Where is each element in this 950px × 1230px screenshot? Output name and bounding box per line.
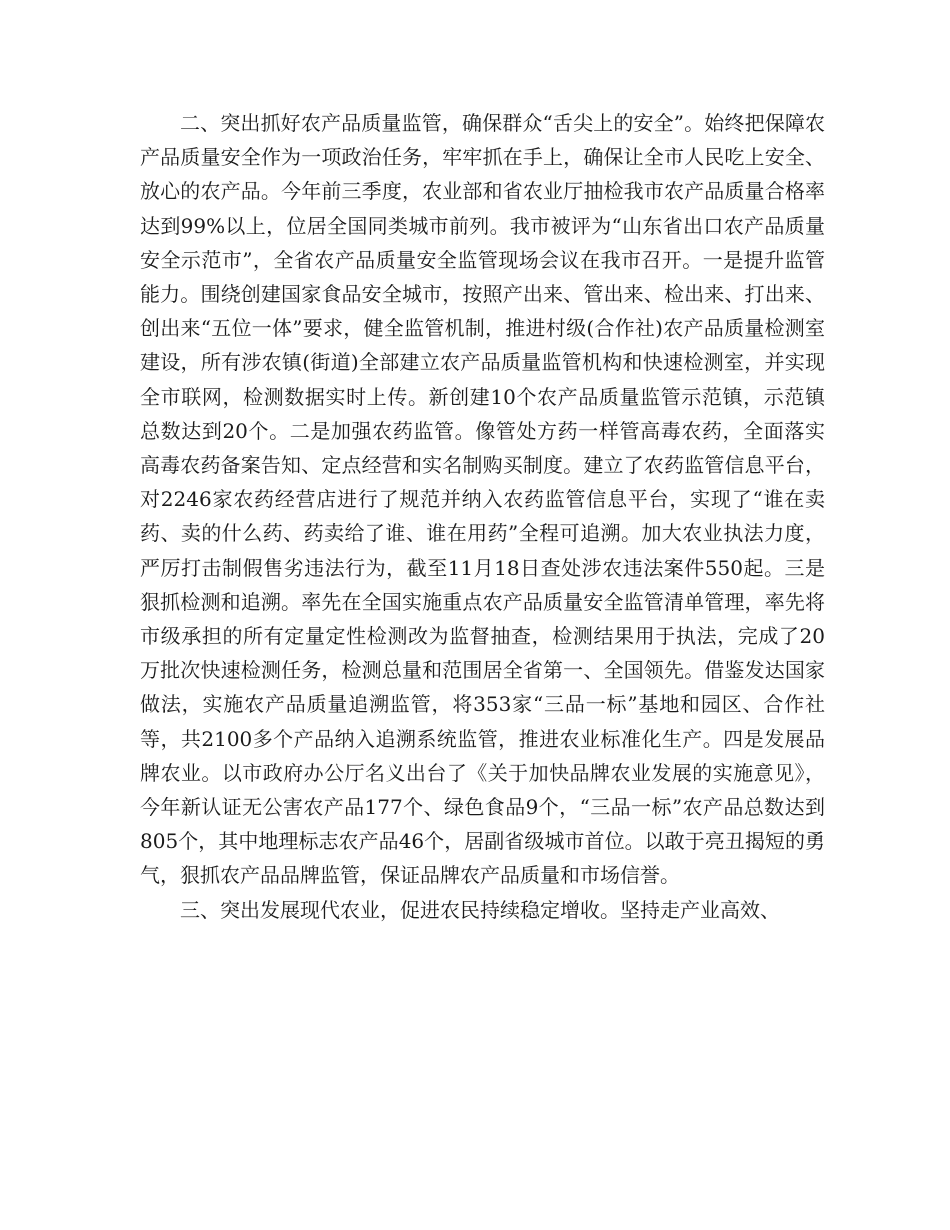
paragraph-quality-supervision: 二、突出抓好农产品质量监管，确保群众“舌尖上的安全”。始终把保障农产品质量安全作为一项政治任务，牢牢抓在手上，确保让全市人民吃上安全、放心的农产品。今年前三季度，农业部和省农业厅抽检我市农产品质量合格率达到99%以上，位居全国同类城市前列。我市被评为“山东省出口农产品质量安全示范市”，全省农产品质量安全监管现场会议在我市召开。一是提升监管能力。围绕创建国家食品安全城市，按照产出来、管出来、检出来、打出来、创出来“五位一体”要求，健全监管机制，推进村级(合作社)农产品质量检测室建设，所有涉农镇(街道)全部建立农产品质量监管机构和快速检测室，并实现全市联网，检测数据实时上传。新创建10个农产品质量监管示范镇，示范镇总数达到20个。二是加强农药监管。像管处方药一样管高毒农药，全面落实高毒农药备案告知、定点经营和实名制购买制度。建立了农药监管信息平台，对2246家农药经营店进行了规范并纳入农药监管信息平台，实现了“谁在卖药、卖的什么药、药卖给了谁、谁在用药”全程可追溯。加大农业执法力度，严厉打击制假售劣违法行为，截至11月18日查处涉农违法案件550起。三是狠抓检测和追溯。率先在全国实施重点农产品质量安全监管清单管理，率先将市级承担的所有定量定性检测改为监督抽查，检测结果用于执法，完成了20万批次快速检测任务，检测总量和范围居全省第一、全国领先。借鉴发达国家做法，实施农产品质量追溯监管，将353家“三品一标”基地和园区、合作社等，共2100多个产品纳入追溯系统监管，推进农业标准化生产。四是发展品牌农业。以市政府办公厅名义出台了《关于加快品牌农业发展的实施意见》，今年新认证无公害农产品177个、绿色食品9个，“三品一标”农产品总数达到805个，其中地理标志农产品46个，居副省级城市首位。以敢于亮丑揭短的勇气，狠抓农产品品牌监管，保证品牌农产品质量和市场信誉。 xyxy=(140,111,825,888)
document-body xyxy=(140,106,825,927)
paragraph-modern-agriculture: 三、突出发展现代农业，促进农民持续稳定增收。坚持走产业高效、 xyxy=(180,897,780,922)
